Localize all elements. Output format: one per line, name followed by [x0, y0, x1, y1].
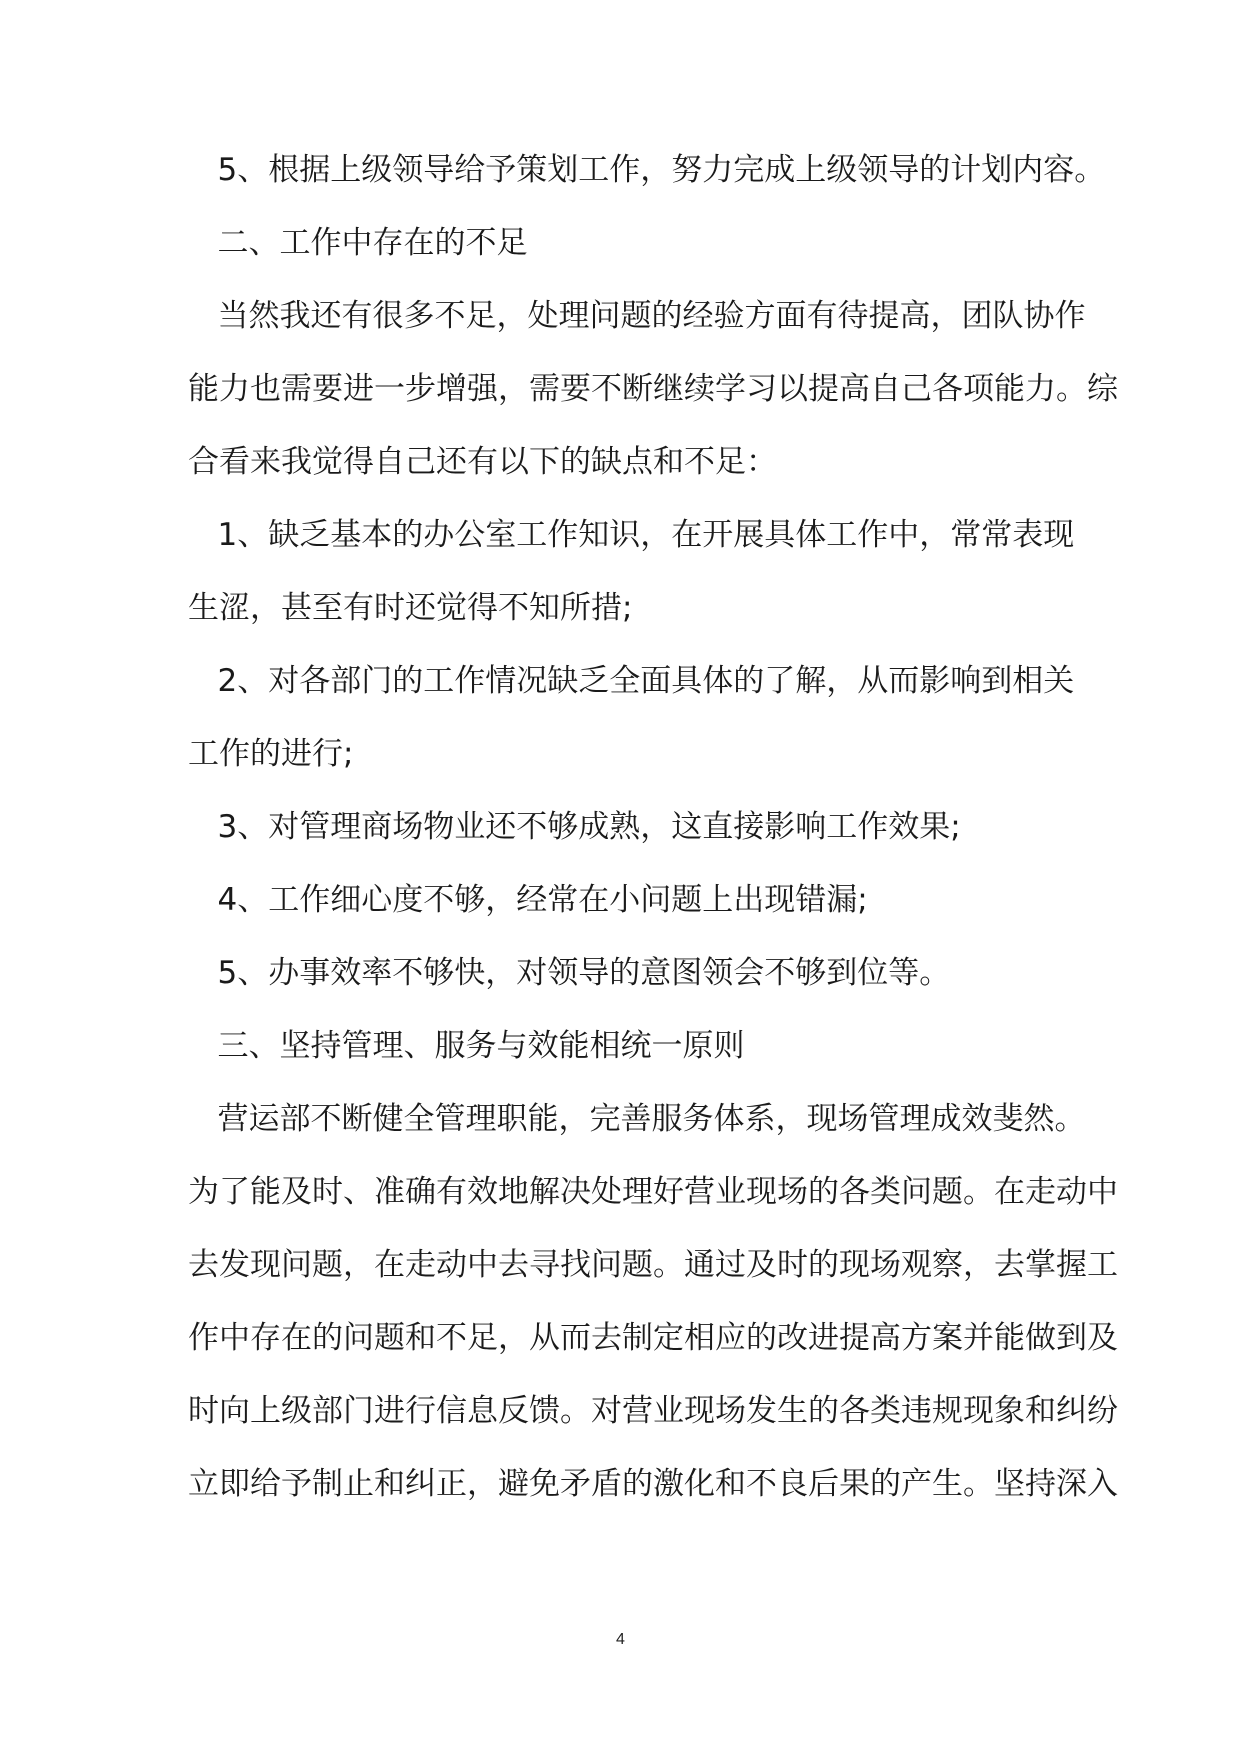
text-line: 营运部不断健全管理职能，完善服务体系，现场管理成效斐然。 — [188, 1101, 1086, 1137]
text-line: 1、缺乏基本的办公室工作知识，在开展具体工作中，常常表现 — [188, 517, 1075, 553]
text-line: 为了能及时、准确有效地解决处理好营业现场的各类问题。在走动中 — [188, 1174, 1118, 1210]
text-line: 5、根据上级领导给予策划工作，努力完成上级领导的计划内容。 — [188, 152, 1106, 188]
text-line: 3、对管理商场物业还不够成熟，这直接影响工作效果; — [188, 809, 961, 845]
section-heading: 三、坚持管理、服务与效能相统一原则 — [188, 1028, 745, 1064]
text-line: 作中存在的问题和不足，从而去制定相应的改进提高方案并能做到及 — [188, 1320, 1118, 1356]
text-line: 2、对各部门的工作情况缺乏全面具体的了解，从而影响到相关 — [188, 663, 1075, 699]
text-line: 去发现问题，在走动中去寻找问题。通过及时的现场观察，去掌握工 — [188, 1247, 1118, 1283]
text-line: 5、办事效率不够快，对领导的意图领会不够到位等。 — [188, 955, 951, 991]
section-heading: 二、工作中存在的不足 — [188, 225, 528, 261]
text-line: 当然我还有很多不足，处理问题的经验方面有待提高，团队协作 — [188, 298, 1086, 334]
text-line: 时向上级部门进行信息反馈。对营业现场发生的各类违规现象和纠纷 — [188, 1393, 1118, 1429]
page-number: 4 — [616, 1631, 625, 1648]
text-line: 工作的进行; — [188, 736, 354, 772]
text-line: 合看来我觉得自己还有以下的缺点和不足： — [188, 444, 777, 480]
text-line: 4、工作细心度不够，经常在小问题上出现错漏; — [188, 882, 868, 918]
text-line: 能力也需要进一步增强，需要不断继续学习以提高自己各项能力。综 — [188, 371, 1118, 407]
text-line: 生涩，甚至有时还觉得不知所措; — [188, 590, 633, 626]
text-line: 立即给予制止和纠正，避免矛盾的激化和不良后果的产生。坚持深入 — [188, 1466, 1118, 1502]
